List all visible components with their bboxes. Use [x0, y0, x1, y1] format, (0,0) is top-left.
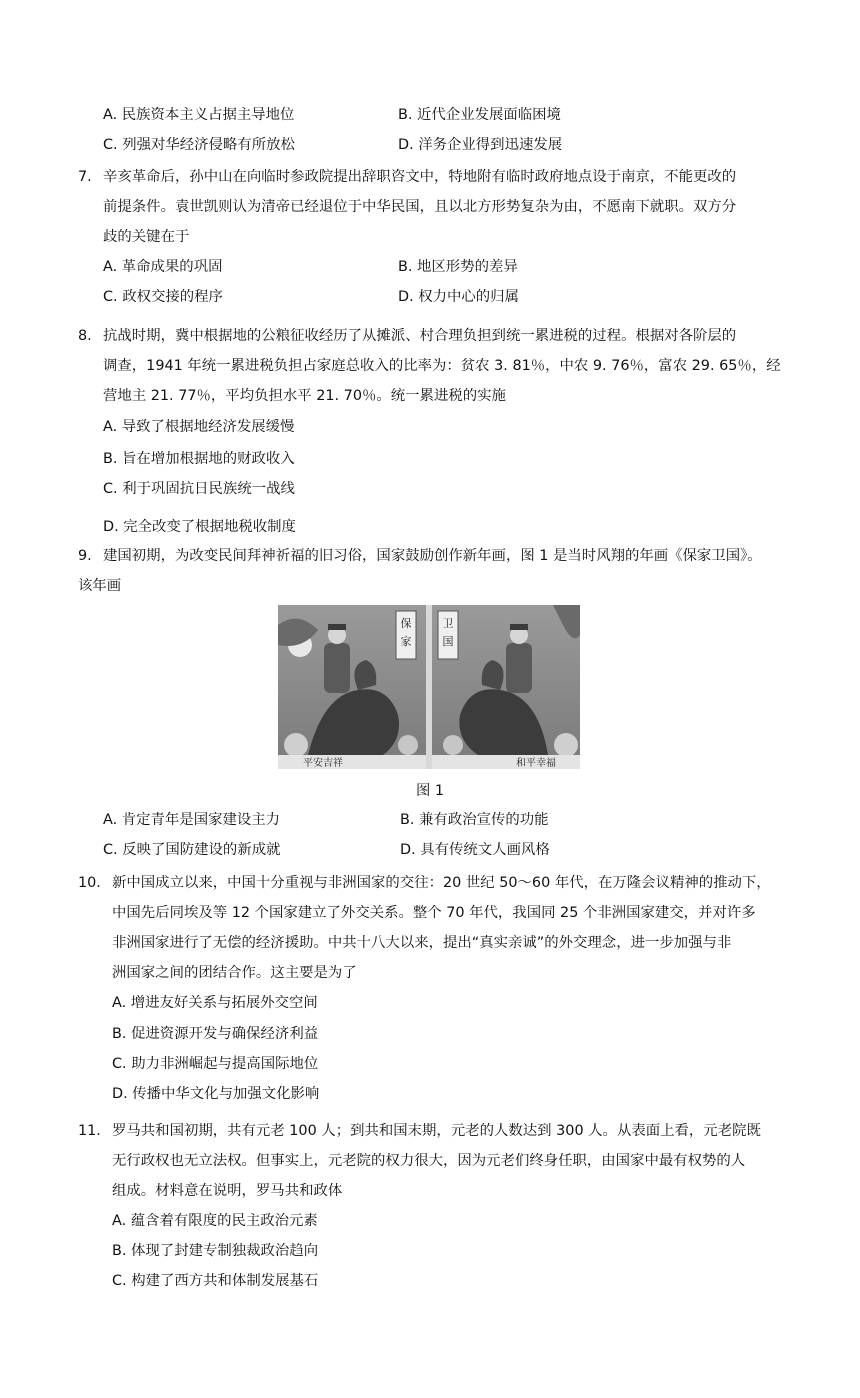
q6-option-d: D. 洋务企业得到迅速发展	[398, 137, 563, 153]
q6-option-c: C. 列强对华经济侵略有所放松	[103, 137, 295, 153]
q11-option-a: A. 蕴含着有限度的民主政治元素	[112, 1213, 318, 1229]
q7-stem-line-2: 前提条件。袁世凯则认为清帝已经退位于中华民国，且以北方形势复杂为由，不愿南下就职。双方分	[103, 199, 737, 215]
q6-option-a: A. 民族资本主义占据主导地位	[103, 107, 295, 123]
q10-stem-line-3: 非洲国家进行了无偿的经济援助。中共十八大以来，提出“真实亲诚”的外交理念，进一步加强与非	[112, 935, 732, 951]
q10-option-c: C. 助力非洲崛起与提高国际地位	[112, 1056, 319, 1072]
figure-caption: 图 1	[415, 783, 445, 799]
q9-option-d: D. 具有传统文人画风格	[400, 842, 550, 858]
q11-option-b: B. 体现了封建专制独裁政治趋向	[112, 1243, 319, 1259]
q11-stem-line-2: 无行政权也无立法权。但事实上，元老院的权力很大，因为元老们终身任职，由国家中最有权势的人	[112, 1153, 746, 1169]
q11-option-c: C. 构建了西方共和体制发展基石	[112, 1273, 319, 1289]
q9-option-b: B. 兼有政治宣传的功能	[400, 812, 549, 828]
q7-number: 7.	[78, 169, 92, 185]
q9-option-c: C. 反映了国防建设的新成就	[103, 842, 281, 858]
q6-option-b: B. 近代企业发展面临困境	[398, 107, 561, 123]
banner-left-char-1: 保	[400, 617, 412, 630]
banner-right-char-2: 国	[442, 635, 454, 648]
q11-stem-line-3: 组成。材料意在说明，罗马共和政体	[112, 1183, 343, 1199]
q7-option-c: C. 政权交接的程序	[103, 289, 223, 305]
new-year-painting-figure	[278, 605, 580, 769]
q9-stem-line-1: 建国初期，为改变民间拜神祈福的旧习俗，国家鼓励创作新年画，图 1 是当时风翔的年画《保家卫国》。	[103, 548, 762, 564]
q7-option-a: A. 革命成果的巩固	[103, 259, 223, 275]
bottom-right-text: 和平幸福	[516, 758, 556, 769]
q8-number: 8.	[78, 328, 92, 344]
q8-stem-line-1: 抗战时期，冀中根据地的公粮征收经历了从摊派、村合理负担到统一累进税的过程。根据对各阶层的	[103, 328, 737, 344]
q10-option-a: A. 增进友好关系与拓展外交空间	[112, 995, 318, 1011]
q9-option-a: A. 肯定青年是国家建设主力	[103, 812, 281, 828]
q7-option-d: D. 权力中心的归属	[398, 289, 519, 305]
q7-option-b: B. 地区形势的差异	[398, 259, 518, 275]
q8-option-d: D. 完全改变了根据地税收制度	[103, 519, 296, 535]
q7-stem-line-1: 辛亥革命后，孙中山在向临时参政院提出辞职咨文中，特地附有临时政府地点设于南京，不能更改的	[103, 169, 737, 185]
q11-stem-line-1: 罗马共和国初期，共有元老 100 人；到共和国末期，元老的人数达到 300 人。从表面上看，元老院既	[112, 1123, 761, 1139]
bottom-left-text: 平安吉祥	[303, 758, 343, 769]
q8-option-b: B. 旨在增加根据地的财政收入	[103, 451, 295, 467]
q9-stem-line-2: 该年画	[78, 578, 122, 594]
q11-number: 11．	[78, 1123, 111, 1139]
q8-stem-line-3: 营地主 21. 77％，平均负担水平 21. 70％。统一累进税的实施	[103, 388, 506, 404]
banner-right-char-1: 卫	[442, 617, 454, 630]
q8-option-c: C. 利于巩固抗日民族统一战线	[103, 481, 295, 497]
q10-stem-line-2: 中国先后同埃及等 12 个国家建立了外交关系。整个 70 年代，我国同 25 个非洲国家建交，并对许多	[112, 905, 756, 921]
q10-stem-line-1: 新中国成立以来，中国十分重视与非洲国家的交往：20 世纪 50～60 年代，在万隆会议精神的推动下，	[112, 875, 771, 891]
q10-option-d: D. 传播中华文化与加强文化影响	[112, 1086, 320, 1102]
q7-stem-line-3: 歧的关键在于	[103, 229, 190, 245]
banner-left-char-2: 家	[400, 635, 412, 648]
q8-option-a: A. 导致了根据地经济发展缓慢	[103, 419, 295, 435]
q10-stem-line-4: 洲国家之间的团结合作。这主要是为了	[112, 965, 357, 981]
q9-number: 9.	[78, 548, 92, 564]
q8-stem-line-2: 调查，1941 年统一累进税负担占家庭总收入的比率为：贫农 3. 81％，中农 9. 76％，富农 29. 65％，经	[103, 358, 781, 374]
q10-option-b: B. 促进资源开发与确保经济利益	[112, 1026, 319, 1042]
q10-number: 10．	[78, 875, 111, 891]
